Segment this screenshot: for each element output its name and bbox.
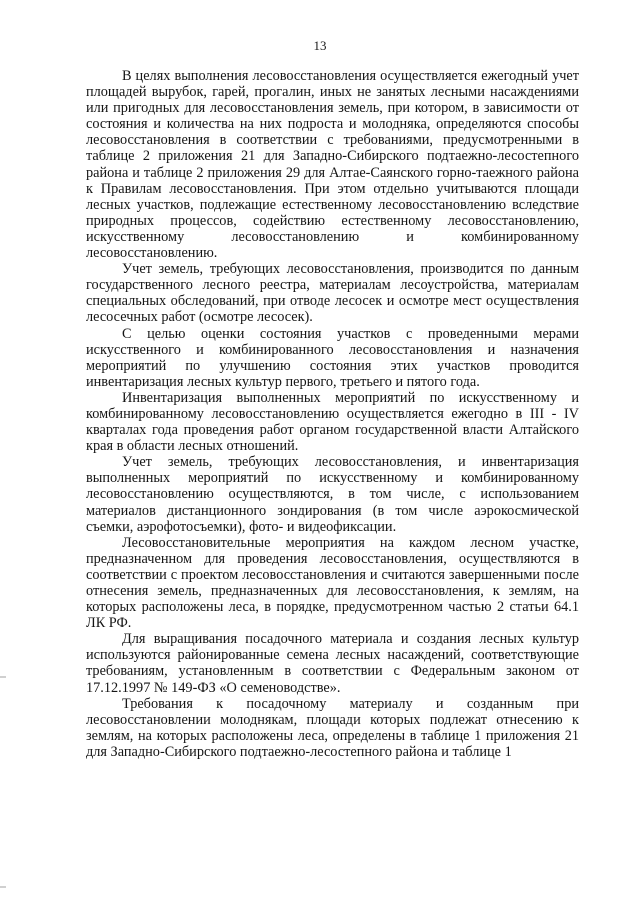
page-number: 13 xyxy=(313,38,327,53)
paragraph-inventory-schedule: Инвентаризация выполненных мероприятий по искусственному и комбинированному лесовосстановлению осуществляется ежегодно в III - IV кварталах года проведения работ органом государственной власти Алтайского края в области лесных отношений. xyxy=(86,389,579,455)
paragraph-seed-requirements: Для выращивания посадочного материала и создания лесных культур используются районированные семена лесных насаждений, соответствующие требованиям, установленным в соответствии с Федеральным законом от 17.12.1997 № 149-ФЗ «О семеноводстве». xyxy=(86,631,579,696)
paragraph-annual-accounting: В целях выполнения лесовосстановления осуществляется ежегодный учет площадей вырубок, гарей, прогалин, иных не занятых лесными насаждениями или пригодных для лесовосстановления земель, при котором, в зависимости от состояния и количества на них подроста и молодняка, определяются способы лесовосстановления в соответствии с требованиями, предусмотренными в таблице 2 приложения 21 для Западно-Сибирского подтаежно-лесостепного района и таблице 2 приложения 29 для Алтае-Саянского горно-таежного района к Правилам лесовосстановления. При этом отдельно учитываются площади лесных участков, подлежащие естественному лесовосстановлению вследствие природных процессов, содействию естественному лесовосстановлению, искусственному лесовосстановлению и комбинированному лесовосстановлению. xyxy=(86,68,579,262)
paragraph-inventory-purpose: С целью оценки состояния участков с проведенными мерами искусственного и комбинированного лесовосстановления и назначения мероприятий по улучшению состояния этих участков проводится инвентаризация лесных культур первого, третьего и пятого года. xyxy=(86,325,579,390)
scan-edge-mark xyxy=(0,886,6,888)
paragraph-planting-material-requirements: Требования к посадочному материалу и созданным при лесовосстановлении молоднякам, площади которых подлежат отнесению к землям, на которых расположены леса, определены в таблице 1 приложения 21 для Западно-Сибирского подтаежно-лесостепного района и таблице 1 xyxy=(86,695,579,760)
paragraph-remote-sensing: Учет земель, требующих лесовосстановления, и инвентаризация выполненных мероприятий по искусственному и комбинированному лесовосстановлению осуществляются, в том числе, с использованием материалов дистанционного зондирования (в том числе аэрокосмической съемки, аэрофотосъемки), фото- и видеофиксации. xyxy=(86,454,579,535)
paragraph-land-accounting-sources: Учет земель, требующих лесовосстановления, производится по данным государственного лесного реестра, материалам лесоустройства, материалам специальных обследований, при отводе лесосек и осмотре мест осуществления лесосечных работ (осмотре лесосек). xyxy=(86,261,579,326)
scan-edge-mark xyxy=(0,676,6,678)
paragraph-reforestation-completion: Лесовосстановительные мероприятия на каждом лесном участке, предназначенном для проведения лесовосстановления, осуществляются в соответствии с проектом лесовосстановления и считаются завершенными после отнесения земель, предназначенных для лесовосстановления, к землям, на которых расположены леса, в порядке, предусмотренном частью 2 статьи 64.1 ЛК РФ. xyxy=(86,534,579,632)
document-body xyxy=(86,68,579,760)
